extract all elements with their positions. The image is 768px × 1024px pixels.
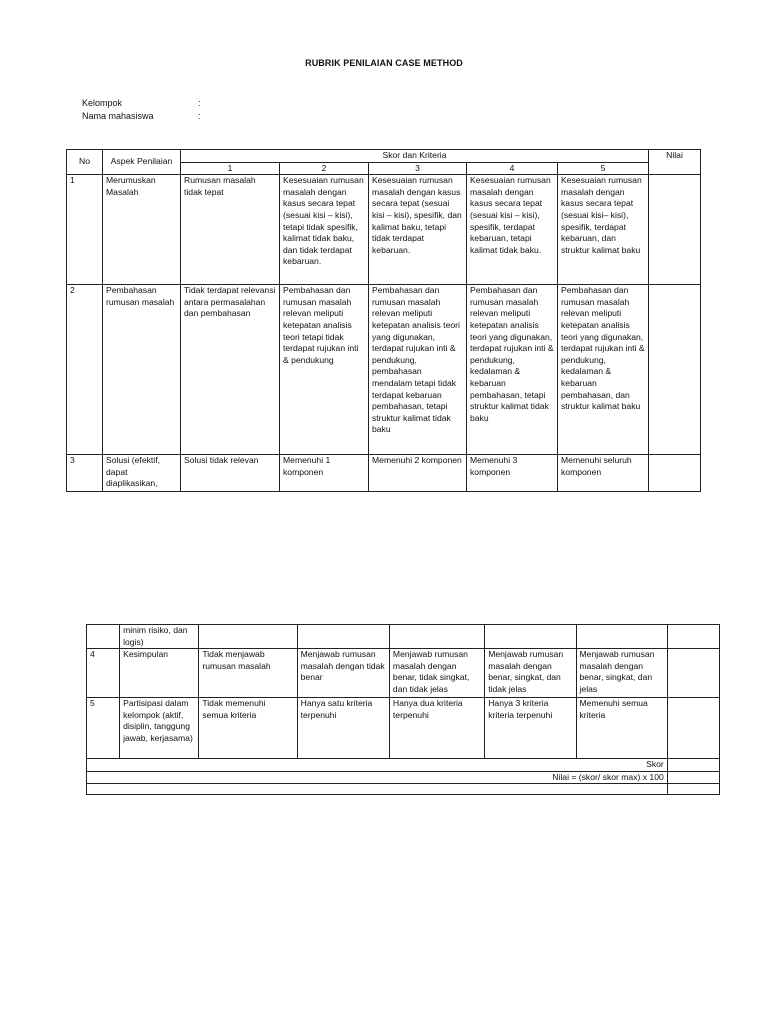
document-title: RUBRIK PENILAIAN CASE METHOD (305, 58, 463, 68)
table-row (67, 175, 701, 285)
table-row (67, 285, 701, 455)
header-score-1: 1 (181, 162, 280, 175)
table-row (87, 625, 720, 649)
header-score-4: 4 (467, 162, 558, 175)
nilai-value (667, 771, 719, 784)
table-row (87, 698, 720, 759)
row-score-5: Kesesuaian rumusan masalah dengan kasus secara tepat (sesuai kisi– kisi), spesifik, terdapat kebaruan, dan struktur kalimat baku (558, 175, 649, 285)
empty-cell (87, 784, 668, 795)
row-score-3: Hanya dua kriteria terpenuhi (389, 698, 484, 759)
row-score-5: Memenuhi seluruh komponen (558, 455, 649, 492)
row-score-2: Pembahasan dan rumusan masalah relevan meliputi ketepatan analisis teori tetapi tidak terdapat rujukan inti & pendukung (280, 285, 369, 455)
row-score-1: Rumusan masalah tidak tepat (181, 175, 280, 285)
row-score-1: Solusi tidak relevan (181, 455, 280, 492)
skor-row (87, 759, 720, 772)
row-score-2: Hanya satu kriteria terpenuhi (297, 698, 389, 759)
row-aspek: Partisipasi dalam kelompok (aktif, disiplin, tanggung jawab, kerjasama) (120, 698, 199, 759)
row-score-2: Menjawab rumusan masalah dengan tidak benar (297, 649, 389, 698)
empty-row (87, 784, 720, 795)
row-score-1: Tidak memenuhi semua kriteria (199, 698, 297, 759)
header-score-2: 2 (280, 162, 369, 175)
row-score-5: Memenuhi semua kriteria (576, 698, 667, 759)
row-score-3: Pembahasan dan rumusan masalah relevan meliputi ketepatan analisis teori yang digunakan, terdapat rujukan inti & pendukung, pembahasan mendalam tetapi tidak terdapat kebaruan pembahasan, tetapi struktur kalimat tidak baku (369, 285, 467, 455)
row-no: 5 (87, 698, 120, 759)
row-no: 3 (67, 455, 103, 492)
row-nilai (667, 698, 719, 759)
kelompok-separator: : (198, 98, 201, 108)
header-score-5: 5 (558, 162, 649, 175)
row-score-2 (297, 625, 389, 649)
row-score-4: Menjawab rumusan masalah dengan benar, singkat, dan tidak jelas (485, 649, 576, 698)
empty-cell (667, 784, 719, 795)
rubric-table-page-1 (66, 149, 701, 492)
row-no: 2 (67, 285, 103, 455)
row-score-5 (576, 625, 667, 649)
header-no: No (67, 150, 103, 175)
row-no (87, 625, 120, 649)
row-nilai (667, 625, 719, 649)
nama-mahasiswa-separator: : (198, 111, 201, 121)
row-aspek: Kesimpulan (120, 649, 199, 698)
row-aspek: Pembahasan rumusan masalah (103, 285, 181, 455)
nama-mahasiswa-label: Nama mahasiswa (82, 111, 154, 121)
skor-value (667, 759, 719, 772)
header-aspek-penilaian: Aspek Penilaian (103, 150, 181, 175)
nama-mahasiswa-field (82, 111, 201, 121)
row-score-3: Kesesuaian rumusan masalah dengan kasus secara tepat (sesuai kisi – kisi), spesifik, dan kalimat baku, tetapi tidak terdapat kebaruan. (369, 175, 467, 285)
row-score-2: Kesesuaian rumusan masalah dengan kasus secara tepat (sesuai kisi – kisi), tetapi tidak spesifik, kalimat tidak baku, dan tidak terdapat kebaruan. (280, 175, 369, 285)
row-score-5: Menjawab rumusan masalah dengan benar, singkat, dan jelas (576, 649, 667, 698)
row-score-4: Pembahasan dan rumusan masalah relevan meliputi ketepatan analisis teori yang digunakan, terdapat rujukan inti & pendukung, kedalaman & kebaruan pembahasan, tetapi struktur kalimat tidak baku (467, 285, 558, 455)
row-score-4: Hanya 3 kriteria kriteria terpenuhi (485, 698, 576, 759)
row-score-3 (389, 625, 484, 649)
table-row (87, 649, 720, 698)
nilai-formula-label: Nilai = (skor/ skor max) x 100 (87, 771, 668, 784)
row-score-4: Kesesuaian rumusan masalah dengan kasus secara tepat (sesuai kisi – kisi), spesifik, terdapat kebaruan, tetapi kalimat tidak baku. (467, 175, 558, 285)
row-score-5: Pembahasan dan rumusan masalah relevan meliputi ketepatan analisis teori yang digunakan, terdapat rujukan inti & pendukung, kedalaman & kebaruan pembahasan, dan struktur kalimat baku (558, 285, 649, 455)
row-score-4: Memenuhi 3 komponen (467, 455, 558, 492)
row-score-1: Tidak terdapat relevansi antara permasalahan dan pembahasan (181, 285, 280, 455)
row-score-1 (199, 625, 297, 649)
row-aspek: Solusi (efektif, dapat diaplikasikan, (103, 455, 181, 492)
row-nilai (649, 175, 701, 285)
skor-label: Skor (87, 759, 668, 772)
row-aspek: Merumuskan Masalah (103, 175, 181, 285)
row-nilai (649, 455, 701, 492)
header-skor-dan-kriteria: Skor dan Kriteria (181, 150, 649, 163)
header-nilai: Nilai (649, 150, 701, 175)
kelompok-field (82, 98, 201, 108)
rubric-table-page-2 (86, 624, 720, 795)
nilai-row (87, 771, 720, 784)
row-score-1: Tidak menjawab rumusan masalah (199, 649, 297, 698)
row-aspek: minim risiko, dan logis) (120, 625, 199, 649)
row-score-3: Menjawab rumusan masalah dengan benar, tidak singkat, dan tidak jelas (389, 649, 484, 698)
row-nilai (667, 649, 719, 698)
kelompok-label: Kelompok (82, 98, 123, 108)
row-no: 4 (87, 649, 120, 698)
header-score-3: 3 (369, 162, 467, 175)
row-score-4 (485, 625, 576, 649)
row-no: 1 (67, 175, 103, 285)
row-score-2: Memenuhi 1 komponen (280, 455, 369, 492)
row-score-3: Memenuhi 2 komponen (369, 455, 467, 492)
table-row (67, 455, 701, 492)
row-nilai (649, 285, 701, 455)
